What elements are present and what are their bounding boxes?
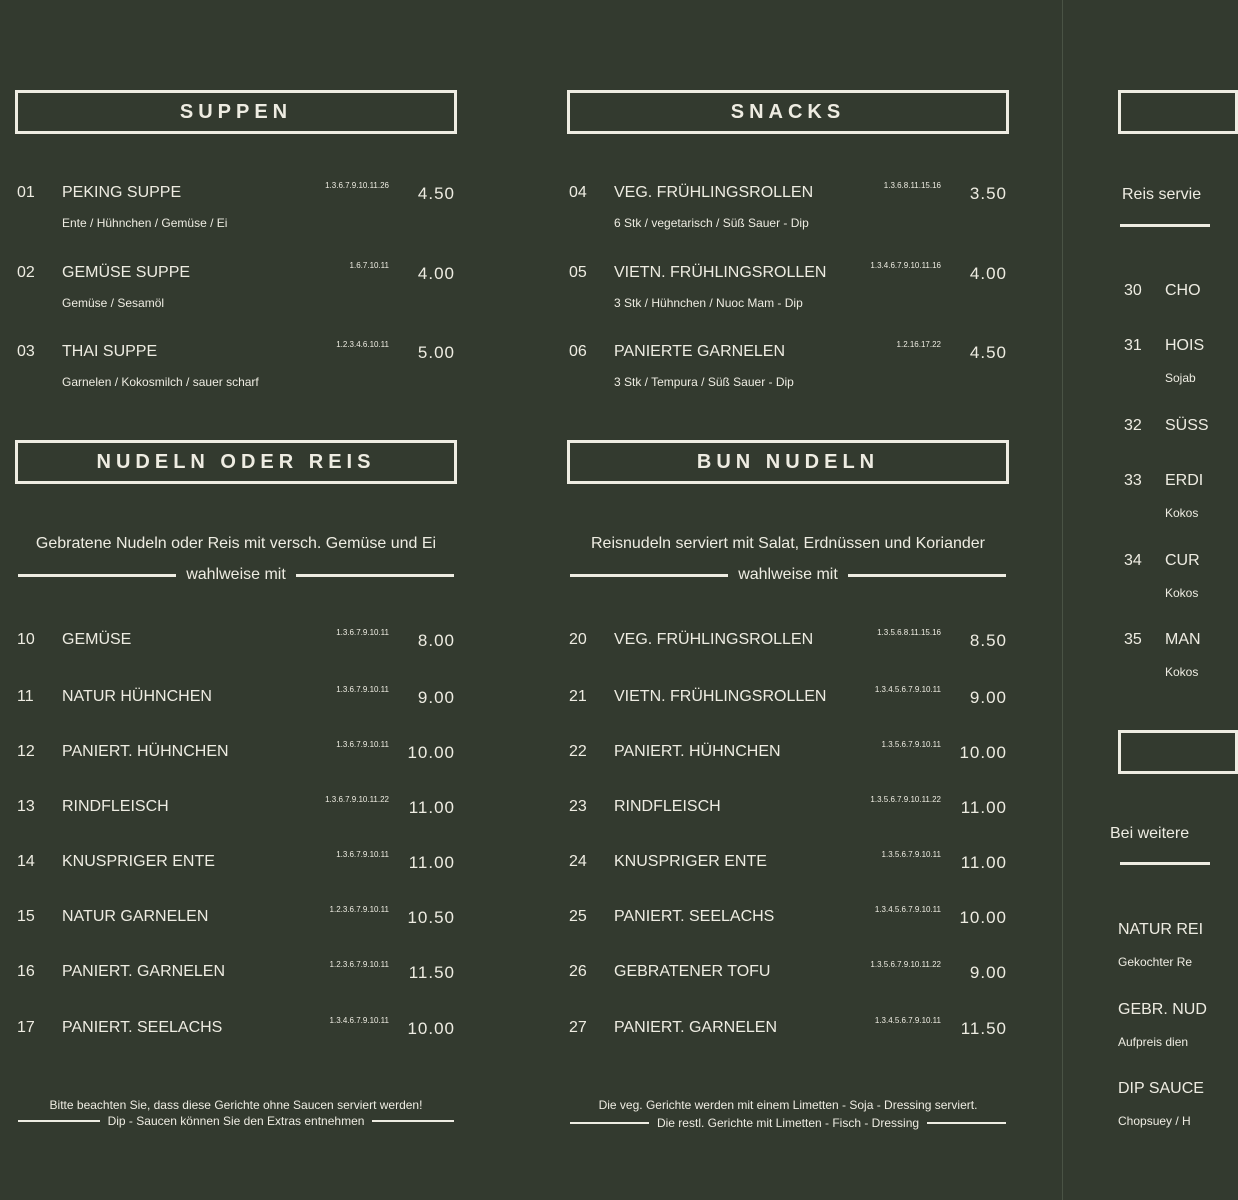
- item-name: VIETN. FRÜHLINGSROLLEN: [614, 264, 827, 281]
- item-price: 4.00: [969, 264, 1007, 283]
- item-price: 3.50: [969, 184, 1007, 203]
- nudeln-subrow: [18, 565, 454, 585]
- allergen-codes: 1.3.6.7.9.10.11.22: [325, 795, 389, 804]
- allergen-codes: 1.3.5.6.7.9.10.11.22: [870, 795, 941, 804]
- item-name: RINDFLEISCH: [62, 798, 169, 815]
- item-name: PANIERT. SEELACHS: [614, 908, 775, 925]
- column-3-header-box: [1118, 90, 1238, 134]
- menu-item: [15, 795, 457, 858]
- item-number: 11: [17, 688, 34, 705]
- item-price: 4.50: [417, 184, 455, 203]
- item-price: 10.50: [407, 908, 455, 927]
- item-price: 9.00: [969, 688, 1007, 707]
- menu-item: [567, 261, 1009, 324]
- menu-item: [567, 850, 1009, 913]
- allergen-codes: 1.3.6.7.9.10.11: [336, 685, 389, 694]
- menu-item: [15, 628, 457, 691]
- item-number: 31: [1124, 337, 1142, 354]
- item-name: VEG. FRÜHLINGSROLLEN: [614, 631, 814, 648]
- allergen-codes: 1.3.4.6.7.9.10.11: [329, 1016, 389, 1025]
- menu-item: [15, 261, 457, 324]
- column-2: [567, 0, 1009, 1200]
- nudeln-note-line1: Bitte beachten Sie, dass diese Gerichte ohne Saucen serviert werden!: [49, 1098, 423, 1112]
- nudeln-note-row: [18, 1114, 454, 1128]
- item-price: 4.50: [969, 343, 1007, 362]
- item-description: Kokos: [1165, 586, 1199, 600]
- item-name: PEKING SUPPE: [62, 184, 182, 201]
- menu-item: [15, 905, 457, 968]
- menu-item: [15, 685, 457, 748]
- column-3-intro: Reis servie: [1122, 186, 1202, 203]
- item-number: 20: [569, 631, 587, 648]
- item-number: 26: [569, 963, 587, 980]
- menu-item: [15, 850, 457, 913]
- divider-line: [927, 1122, 1006, 1124]
- item-price: 8.50: [969, 631, 1007, 650]
- bun-header: BUN NUDELN: [567, 440, 1009, 484]
- item-name: PANIERT. HÜHNCHEN: [62, 743, 229, 760]
- item-number: 27: [569, 1019, 587, 1036]
- item-name: PANIERT. GARNELEN: [62, 963, 226, 980]
- item-number: 32: [1124, 417, 1142, 434]
- item-description: 3 Stk / Tempura / Süß Sauer - Dip: [614, 375, 794, 389]
- item-price: 10.00: [959, 743, 1007, 762]
- item-number: 10: [17, 631, 35, 648]
- item-name: PANIERTE GARNELEN: [614, 343, 786, 360]
- item-number: 02: [17, 264, 35, 281]
- item-number: 04: [569, 184, 587, 201]
- item-name: HOIS: [1165, 337, 1205, 354]
- nudeln-note-line2: Dip - Saucen können Sie den Extras entnehmen: [107, 1114, 365, 1128]
- item-name: VIETN. FRÜHLINGSROLLEN: [614, 688, 827, 705]
- item-price: 9.00: [417, 688, 455, 707]
- extra-name: NATUR REI: [1118, 921, 1204, 938]
- item-name: RINDFLEISCH: [614, 798, 721, 815]
- item-name: PANIERT. SEELACHS: [62, 1019, 223, 1036]
- allergen-codes: 1.6.7.10.11: [349, 261, 389, 270]
- item-number: 35: [1124, 631, 1142, 648]
- item-name: PANIERT. GARNELEN: [614, 1019, 778, 1036]
- bun-subrow: [570, 565, 1006, 585]
- item-description: Kokos: [1165, 665, 1199, 679]
- item-name: CUR: [1165, 552, 1200, 569]
- divider-line: [372, 1120, 454, 1122]
- menu-item: [15, 1016, 457, 1079]
- item-number: 13: [17, 798, 35, 815]
- allergen-codes: 1.3.5.6.7.9.10.11.22: [870, 960, 941, 969]
- item-price: 11.50: [408, 963, 455, 982]
- item-name: PANIERT. HÜHNCHEN: [614, 743, 781, 760]
- item-description: Kokos: [1165, 506, 1199, 520]
- column-1: [15, 0, 457, 1200]
- item-number: 06: [569, 343, 587, 360]
- menu-item: [567, 905, 1009, 968]
- allergen-codes: 1.2.16.17.22: [896, 340, 941, 349]
- item-description: Ente / Hühnchen / Gemüse / Ei: [62, 216, 228, 230]
- item-name: GEMÜSE: [62, 631, 132, 648]
- extras-intro: Bei weitere: [1110, 825, 1190, 842]
- item-number: 22: [569, 743, 587, 760]
- divider-line: [570, 1122, 649, 1124]
- bun-note-row: [570, 1116, 1006, 1130]
- item-name: KNUSPRIGER ENTE: [614, 853, 767, 870]
- divider-line: [18, 1120, 100, 1122]
- extra-description: Chopsuey / H: [1118, 1114, 1191, 1128]
- extra-description: Aufpreis dien: [1118, 1035, 1189, 1049]
- bun-note-line2: Die restl. Gerichte mit Limetten - Fisch - Dressing: [656, 1116, 920, 1130]
- item-description: Sojab: [1165, 371, 1196, 385]
- snacks-header: SNACKS: [567, 90, 1009, 134]
- allergen-codes: 1.3.6.7.9.10.11: [336, 628, 389, 637]
- allergen-codes: 1.3.4.5.6.7.9.10.11: [874, 1016, 941, 1025]
- item-name: MAN: [1165, 631, 1201, 648]
- allergen-codes: 1.3.6.7.9.10.11: [336, 850, 389, 859]
- allergen-codes: 1.3.5.6.8.11.15.16: [877, 628, 941, 637]
- menu-item: [567, 340, 1009, 403]
- item-price: 11.00: [960, 798, 1007, 817]
- item-price: 11.00: [408, 798, 455, 817]
- item-number: 16: [17, 963, 35, 980]
- menu-item: [567, 740, 1009, 803]
- item-number: 15: [17, 908, 35, 925]
- suppen-header: SUPPEN: [15, 90, 457, 134]
- menu-item: [567, 685, 1009, 748]
- allergen-codes: 1.3.4.6.7.9.10.11.16: [870, 261, 941, 270]
- item-number: 34: [1124, 552, 1142, 569]
- nudeln-header: NUDELN ODER REIS: [15, 440, 457, 484]
- item-price: 11.00: [960, 853, 1007, 872]
- item-price: 11.50: [960, 1019, 1007, 1038]
- item-price: 5.00: [417, 343, 455, 362]
- item-number: 23: [569, 798, 587, 815]
- allergen-codes: 1.3.4.5.6.7.9.10.11: [874, 905, 941, 914]
- extras-header-box: [1118, 730, 1238, 774]
- allergen-codes: 1.2.3.6.7.9.10.11: [329, 905, 389, 914]
- nudeln-intro: Gebratene Nudeln oder Reis mit versch. Gemüse und Ei: [35, 535, 437, 552]
- item-description: 6 Stk / vegetarisch / Süß Sauer - Dip: [614, 216, 809, 230]
- divider-line: [1120, 862, 1210, 865]
- item-number: 03: [17, 343, 35, 360]
- allergen-codes: 1.2.3.6.7.9.10.11: [329, 960, 389, 969]
- item-number: 25: [569, 908, 587, 925]
- extra-name: DIP SAUCE: [1118, 1080, 1204, 1097]
- item-name: GEMÜSE SUPPE: [62, 264, 191, 281]
- item-name: NATUR GARNELEN: [62, 908, 209, 925]
- divider-line: [570, 574, 728, 577]
- item-price: 8.00: [417, 631, 455, 650]
- item-number: 33: [1124, 472, 1142, 489]
- menu-item: [567, 1016, 1009, 1079]
- bun-note-line1: Die veg. Gerichte werden mit einem Limetten - Soja - Dressing serviert.: [598, 1098, 978, 1112]
- item-price: 4.00: [417, 264, 455, 283]
- menu-item: [15, 340, 457, 403]
- divider-line: [1120, 224, 1210, 227]
- menu-item: [15, 960, 457, 1023]
- menu-item: [567, 960, 1009, 1023]
- item-name: VEG. FRÜHLINGSROLLEN: [614, 184, 814, 201]
- allergen-codes: 1.3.6.8.11.15.16: [883, 181, 941, 190]
- allergen-codes: 1.2.3.4.6.10.11: [336, 340, 389, 349]
- item-name: NATUR HÜHNCHEN: [62, 688, 212, 705]
- item-number: 21: [569, 688, 587, 705]
- item-name: ERDI: [1165, 472, 1204, 489]
- item-name: SÜSS: [1165, 417, 1209, 434]
- allergen-codes: 1.3.5.6.7.9.10.11: [881, 850, 941, 859]
- menu-item: [15, 181, 457, 244]
- item-description: 3 Stk / Hühnchen / Nuoc Mam - Dip: [614, 296, 803, 310]
- item-price: 10.00: [407, 743, 455, 762]
- allergen-codes: 1.3.4.5.6.7.9.10.11: [874, 685, 941, 694]
- item-number: 01: [17, 184, 35, 201]
- item-number: 14: [17, 853, 35, 870]
- item-name: CHO: [1165, 282, 1201, 299]
- item-name: KNUSPRIGER ENTE: [62, 853, 215, 870]
- divider-line: [848, 574, 1006, 577]
- menu-item: [15, 740, 457, 803]
- extra-name: GEBR. NUD: [1118, 1001, 1207, 1018]
- menu-item: [567, 181, 1009, 244]
- item-description: Gemüse / Sesamöl: [62, 296, 165, 310]
- item-name: GEBRATENER TOFU: [614, 963, 771, 980]
- item-number: 24: [569, 853, 587, 870]
- item-price: 10.00: [407, 1019, 455, 1038]
- nudeln-sub-text: wahlweise mit: [186, 566, 286, 583]
- item-description: Garnelen / Kokosmilch / sauer scharf: [62, 375, 259, 389]
- item-name: THAI SUPPE: [62, 343, 158, 360]
- allergen-codes: 1.3.6.7.9.10.11: [336, 740, 389, 749]
- menu-item: [567, 628, 1009, 691]
- divider-line: [18, 574, 176, 577]
- menu-item: [567, 795, 1009, 858]
- item-price: 10.00: [959, 908, 1007, 927]
- divider-line: [296, 574, 454, 577]
- item-number: 17: [17, 1019, 35, 1036]
- page-fold: [1062, 0, 1063, 1200]
- allergen-codes: 1.3.6.7.9.10.11.26: [325, 181, 389, 190]
- allergen-codes: 1.3.5.6.7.9.10.11: [881, 740, 941, 749]
- bun-intro: Reisnudeln serviert mit Salat, Erdnüssen und Koriander: [591, 535, 985, 552]
- extra-description: Gekochter Re: [1118, 955, 1193, 969]
- bun-sub-text: wahlweise mit: [738, 566, 838, 583]
- item-price: 9.00: [969, 963, 1007, 982]
- item-number: 12: [17, 743, 35, 760]
- item-number: 30: [1124, 282, 1142, 299]
- item-number: 05: [569, 264, 587, 281]
- item-price: 11.00: [408, 853, 455, 872]
